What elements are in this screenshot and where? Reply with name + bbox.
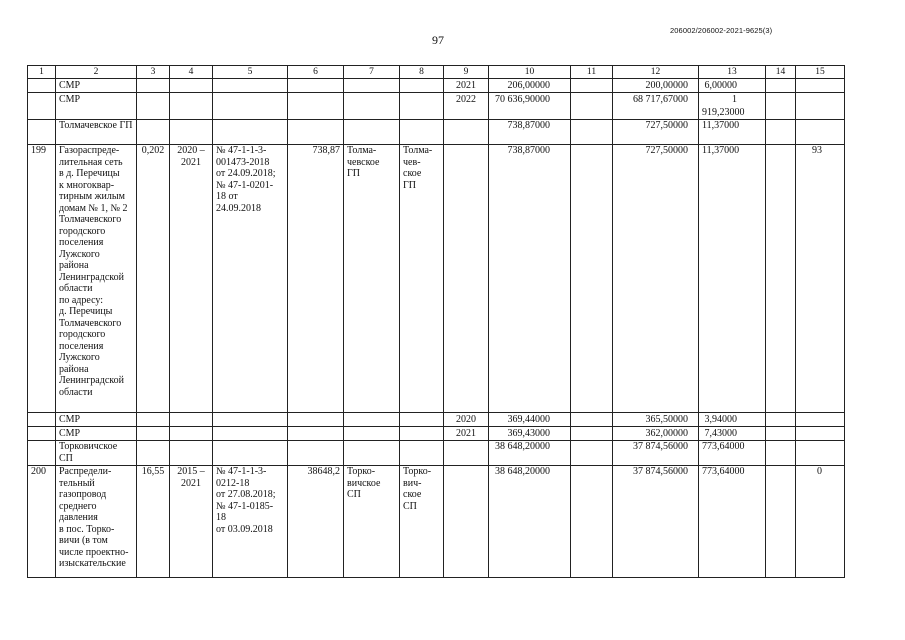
page-number: 97 [432, 33, 444, 47]
cell-empty [400, 427, 444, 441]
col-header: 6 [288, 66, 344, 79]
column-number-row [28, 66, 845, 79]
cell-year: 2021 [444, 427, 489, 441]
table-row [28, 93, 845, 120]
cell-empty [137, 413, 170, 427]
cell-name: Торковичское СП [56, 441, 137, 466]
col-header: 8 [400, 66, 444, 79]
cell-empty [400, 93, 444, 120]
cell-name: Толмачевское ГП [56, 120, 137, 145]
col-header: 15 [796, 66, 845, 79]
cell-empty [213, 427, 288, 441]
cell-customer: Толма- чев- ское ГП [400, 145, 444, 413]
cell-empty [137, 79, 170, 93]
cell-empty [28, 413, 56, 427]
cell-name: Распредели- тельный газопровод среднего давления в пос. Торко- вичи (в том числе проектно- изыскательские [56, 466, 137, 578]
cell-empty [571, 79, 613, 93]
cell-empty [170, 427, 213, 441]
cell-empty [344, 441, 400, 466]
cell-amount: 365,50000 [613, 413, 699, 427]
col-header: 3 [137, 66, 170, 79]
table-row [28, 413, 845, 427]
document-id: 206002/206002-2021-9625(3) [670, 26, 773, 35]
cell-empty [400, 413, 444, 427]
cell-empty [766, 427, 796, 441]
cell-amount: 362,00000 [613, 427, 699, 441]
cell-length: 16,55 [137, 466, 170, 578]
cell-year: 2021 [444, 79, 489, 93]
cell-amount: 6,00000 [699, 79, 766, 93]
cell-amount: 773,64000 [699, 441, 766, 466]
cell-empty [444, 441, 489, 466]
cell-empty [28, 120, 56, 145]
cell-empty [288, 427, 344, 441]
cell-total: 369,43000 [489, 427, 571, 441]
cell-empty [137, 427, 170, 441]
cell-empty [288, 120, 344, 145]
cell-amount: 11,37000 [699, 145, 766, 413]
cell-empty [571, 413, 613, 427]
cell-empty [288, 79, 344, 93]
col-header: 9 [444, 66, 489, 79]
col-header: 7 [344, 66, 400, 79]
cell-empty [796, 413, 845, 427]
cell-empty [796, 93, 845, 120]
cell-period: 2015 – 2021 [170, 466, 213, 578]
cell-amount: 37 874,56000 [613, 466, 699, 578]
cell-empty [766, 145, 796, 413]
cell-name: СМР [56, 427, 137, 441]
col-header: 13 [699, 66, 766, 79]
cell-empty [571, 466, 613, 578]
cell-empty [213, 79, 288, 93]
cell-empty [170, 79, 213, 93]
cell-amount: 37 874,56000 [613, 441, 699, 466]
cell-empty [571, 441, 613, 466]
cell-empty [344, 93, 400, 120]
cell-empty [344, 79, 400, 93]
cell-name: Газораспреде- лительная сеть в д. Перечицы к многоквар- тирным жилым домам № 1, № 2 Толмачевского городского поселения Лужского района Ленинградской области по адресу: д. Перечицы Толмачевского городского поселения Лужского района Ленинградской области [56, 145, 137, 413]
cell-readiness: 93 [796, 145, 845, 413]
cell-total: 738,87000 [489, 145, 571, 413]
cell-empty [444, 120, 489, 145]
cell-empty [766, 466, 796, 578]
table-row [28, 466, 845, 578]
col-header: 14 [766, 66, 796, 79]
cell-name: СМР [56, 93, 137, 120]
cell-empty [766, 120, 796, 145]
table-row [28, 427, 845, 441]
col-header: 11 [571, 66, 613, 79]
cell-amount: 11,37000 [699, 120, 766, 145]
cell-empty [170, 120, 213, 145]
cell-document: № 47-1-1-3- 001473-2018 от 24.09.2018; № 47-1-0201- 18 от 24.09.2018 [213, 145, 288, 413]
col-header: 10 [489, 66, 571, 79]
cell-readiness: 0 [796, 466, 845, 578]
cell-empty [288, 441, 344, 466]
cell-empty [571, 93, 613, 120]
cell-total: 206,00000 [489, 79, 571, 93]
cell-period: 2020 – 2021 [170, 145, 213, 413]
cell-row-number: 200 [28, 466, 56, 578]
cell-cost: 38648,2 [288, 466, 344, 578]
cell-amount: 200,00000 [613, 79, 699, 93]
cell-empty [571, 427, 613, 441]
cell-empty [170, 413, 213, 427]
data-table [27, 65, 845, 578]
cell-year: 2020 [444, 413, 489, 427]
cell-empty [796, 441, 845, 466]
col-header: 1 [28, 66, 56, 79]
cell-document: № 47-1-1-3- 0212-18 от 27.08.2018; № 47-1-0185- 18 от 03.09.2018 [213, 466, 288, 578]
cell-empty [28, 427, 56, 441]
cell-empty [344, 427, 400, 441]
cell-empty [400, 79, 444, 93]
cell-total: 738,87000 [489, 120, 571, 145]
cell-settlement: Торко- вичское СП [344, 466, 400, 578]
cell-amount: 3,94000 [699, 413, 766, 427]
cell-cost: 738,87 [288, 145, 344, 413]
cell-settlement: Толма- чевское ГП [344, 145, 400, 413]
cell-empty [796, 427, 845, 441]
col-header: 2 [56, 66, 137, 79]
cell-empty [213, 413, 288, 427]
cell-empty [571, 145, 613, 413]
cell-amount: 68 717,67000 [613, 93, 699, 120]
cell-customer: Торко- вич- ское СП [400, 466, 444, 578]
cell-empty [400, 120, 444, 145]
cell-total: 38 648,20000 [489, 441, 571, 466]
cell-empty [400, 441, 444, 466]
cell-length: 0,202 [137, 145, 170, 413]
cell-empty [170, 441, 213, 466]
table-row [28, 145, 845, 413]
cell-empty [288, 413, 344, 427]
col-header: 12 [613, 66, 699, 79]
cell-empty [766, 441, 796, 466]
cell-empty [444, 466, 489, 578]
col-header: 5 [213, 66, 288, 79]
col-header: 4 [170, 66, 213, 79]
cell-empty [766, 413, 796, 427]
cell-empty [170, 93, 213, 120]
cell-empty [137, 441, 170, 466]
cell-empty [344, 120, 400, 145]
cell-amount: 7,43000 [699, 427, 766, 441]
cell-amount: 727,50000 [613, 120, 699, 145]
cell-amount: 773,64000 [699, 466, 766, 578]
cell-empty [344, 413, 400, 427]
cell-empty [571, 120, 613, 145]
cell-empty [137, 93, 170, 120]
cell-empty [213, 93, 288, 120]
cell-row-number: 199 [28, 145, 56, 413]
table-row [28, 441, 845, 466]
cell-empty [28, 79, 56, 93]
cell-empty [796, 79, 845, 93]
cell-empty [766, 79, 796, 93]
cell-name: СМР [56, 413, 137, 427]
cell-year: 2022 [444, 93, 489, 120]
cell-empty [796, 120, 845, 145]
cell-name: СМР [56, 79, 137, 93]
cell-empty [137, 120, 170, 145]
cell-empty [28, 441, 56, 466]
table-row [28, 120, 845, 145]
cell-empty [213, 441, 288, 466]
cell-empty [213, 120, 288, 145]
cell-amount: 727,50000 [613, 145, 699, 413]
cell-total: 369,44000 [489, 413, 571, 427]
cell-empty [444, 145, 489, 413]
cell-total: 38 648,20000 [489, 466, 571, 578]
cell-total: 70 636,90000 [489, 93, 571, 120]
cell-empty [28, 93, 56, 120]
cell-amount: 1 919,23000 [699, 93, 766, 120]
table-row [28, 79, 845, 93]
cell-empty [766, 93, 796, 120]
cell-empty [288, 93, 344, 120]
